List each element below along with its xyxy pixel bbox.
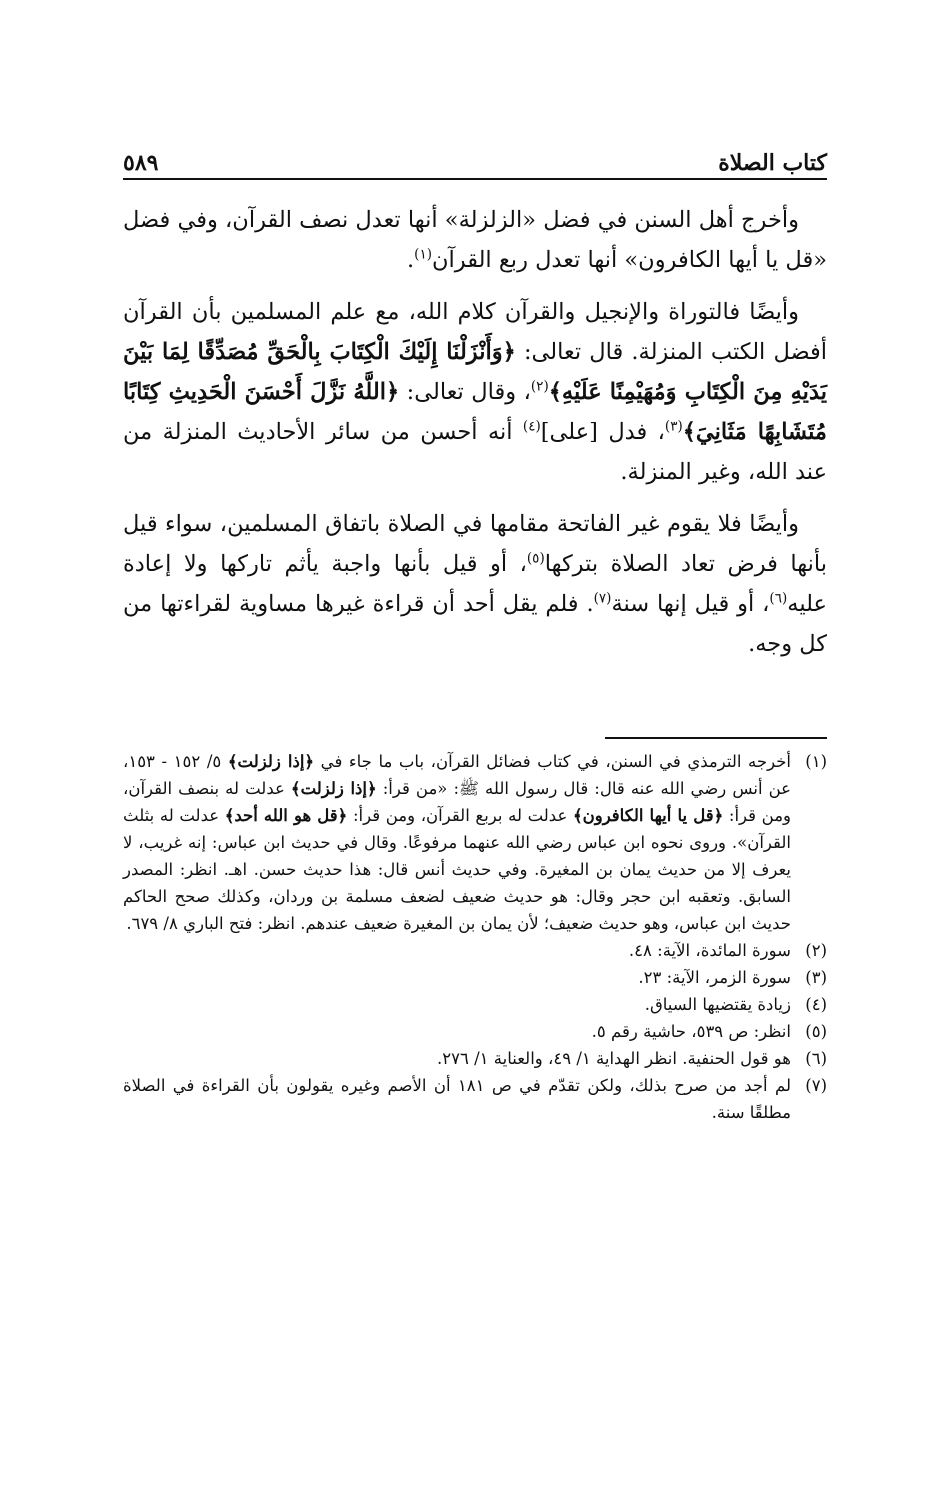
footnote-text: هو قول الحنفية. انظر الهداية ١/ ٤٩، والعناية ١/ ٢٧٦. xyxy=(437,1049,791,1068)
footnote-4 xyxy=(123,991,827,1018)
footnote-ref-7: (٧) xyxy=(593,590,612,607)
footnote-number: (٧) xyxy=(805,1076,827,1095)
paragraph-3: وأيضًا فلا يقوم غير الفاتحة مقامها في الصلاة باتفاق المسلمين، سواء قيل بأنها فرض تعاد الصلاة بتركها$^{(٥)}$، أو قيل بأنها واجبة يأثم تاركها ولا إعادة عليه$^{(٦)}$، أو قيل إنها سنة$^{(٧)}$. فلم يقل أحد أن قراءة غيرها مساوية لقراءتها من كل وجه. xyxy=(123,511,827,657)
footnote-text: انظر: ص ٥٣٩، حاشية رقم ٥. xyxy=(591,1022,791,1041)
footnote-number: (٢) xyxy=(805,941,827,960)
footnote-number: (٤) xyxy=(805,995,827,1014)
footnote-6 xyxy=(123,1045,827,1072)
footnote-text: زيادة يقتضيها السياق. xyxy=(644,995,791,1014)
paragraph-2: وأيضًا فالتوراة والإنجيل والقرآن كلام الله، مع علم المسلمين بأن القرآن أفضل الكتب المنزلة. قال تعالى: ﴿وَأَنْزَلْنَا إِلَيْكَ الْكِتَابَ بِالْحَقِّ مُصَدِّقًا لِمَا بَيْنَ يَدَيْهِ مِنَ الْكِتَابِ وَمُهَيْمِنًا عَلَيْهِ﴾$^{(٢)}$، وقال تعالى: ﴿اللَّهُ نَزَّلَ أَحْسَنَ الْحَدِيثِ كِتَابًا مُتَشَابِهًا مَثَانِيَ﴾$^{(٣)}$، فدل [على]$^{(٤)}$ أنه أحسن من سائر الأحاديث المنزلة من عند الله، وغير المنزلة. xyxy=(123,299,827,485)
footnote-text: سورة الزمر، الآية: ٢٣. xyxy=(638,968,791,987)
footnote-text: أخرجه الترمذي في السنن، في كتاب فضائل القرآن، باب ما جاء في ﴿إذا زلزلت﴾ ٥/ ١٥٢ - ١٥٣، عن أنس رضي الله عنه قال: قال رسول الله ﷺ: «من قرأ: ﴿إذا زلزلت﴾ عدلت له بنصف القرآن، ومن قرأ: ﴿قل يا أيها الكافرون﴾ عدلت له بربع القرآن، ومن قرأ: ﴿قل هو الله أحد﴾ عدلت له بثلث القرآن». وروى نحوه ابن عباس رضي الله عنهما مرفوعًا. وقال في حديث ابن عباس: إنه غريب، لا يعرف إلا من حديث يمان بن المغيرة. وفي حديث أنس قال: هذا حديث حسن. اهـ. انظر: المصدر السابق. وتعقبه ابن حجر وقال: هو حديث ضعيف لضعف مسلمة بن وردان، وكذلك صحح الحاكم حديث ابن عباس، وهو حديث ضعيف؛ لأن يمان بن المغيرة ضعيف عندهم. انظر: فتح الباري ٨/ ٦٧٩. xyxy=(123,752,792,933)
footnote-separator xyxy=(605,737,827,739)
footnote-ref-2: (٢) xyxy=(530,378,549,395)
footnote-ref-6: (٦) xyxy=(769,590,788,607)
main-text xyxy=(123,200,827,676)
footnote-1 xyxy=(123,748,827,937)
quran-verse-2: ﴿اللَّهُ نَزَّلَ أَحْسَنَ الْحَدِيثِ كِتَابًا مُتَشَابِهًا مَثَانِيَ﴾ xyxy=(123,379,827,445)
footnote-text: لم أجد من صرح بذلك، ولكن تقدّم في ص ١٨١ أن الأصم وغيره يقولون بأن القراءة في الصلاة مطلقًا سنة. xyxy=(123,1076,791,1122)
footnote-ref-5: (٥) xyxy=(526,550,545,567)
paragraph-1: وأخرج أهل السنن في فضل «الزلزلة» أنها تعدل نصف القرآن، وفي فضل «قل يا أيها الكافرون» أنها تعدل ربع القرآن$^{(١)}$. xyxy=(123,207,827,273)
chapter-title: كتاب الصلاة xyxy=(718,150,827,176)
footnote-7 xyxy=(123,1072,827,1126)
page-number: ٥٨٩ xyxy=(123,150,159,176)
page-header xyxy=(123,140,827,176)
footnote-text: سورة المائدة، الآية: ٤٨. xyxy=(628,941,791,960)
footnote-ref-3: (٣) xyxy=(664,418,683,435)
footnote-number: (٥) xyxy=(805,1022,827,1041)
footnote-number: (١) xyxy=(805,752,827,771)
quran-verse-1: ﴿وَأَنْزَلْنَا إِلَيْكَ الْكِتَابَ بِالْحَقِّ مُصَدِّقًا لِمَا بَيْنَ يَدَيْهِ مِنَ الْكِتَابِ وَمُهَيْمِنًا عَلَيْهِ﴾ xyxy=(123,339,827,405)
footnote-number: (٦) xyxy=(805,1049,827,1068)
footnote-2 xyxy=(123,937,827,964)
header-rule xyxy=(123,178,827,180)
footnote-ref-1: (١) xyxy=(414,246,432,263)
footnote-5 xyxy=(123,1018,827,1045)
footnote-ref-4: (٤) xyxy=(522,418,541,435)
footnote-3 xyxy=(123,964,827,991)
footnote-number: (٣) xyxy=(805,968,827,987)
footnotes xyxy=(123,748,827,1126)
